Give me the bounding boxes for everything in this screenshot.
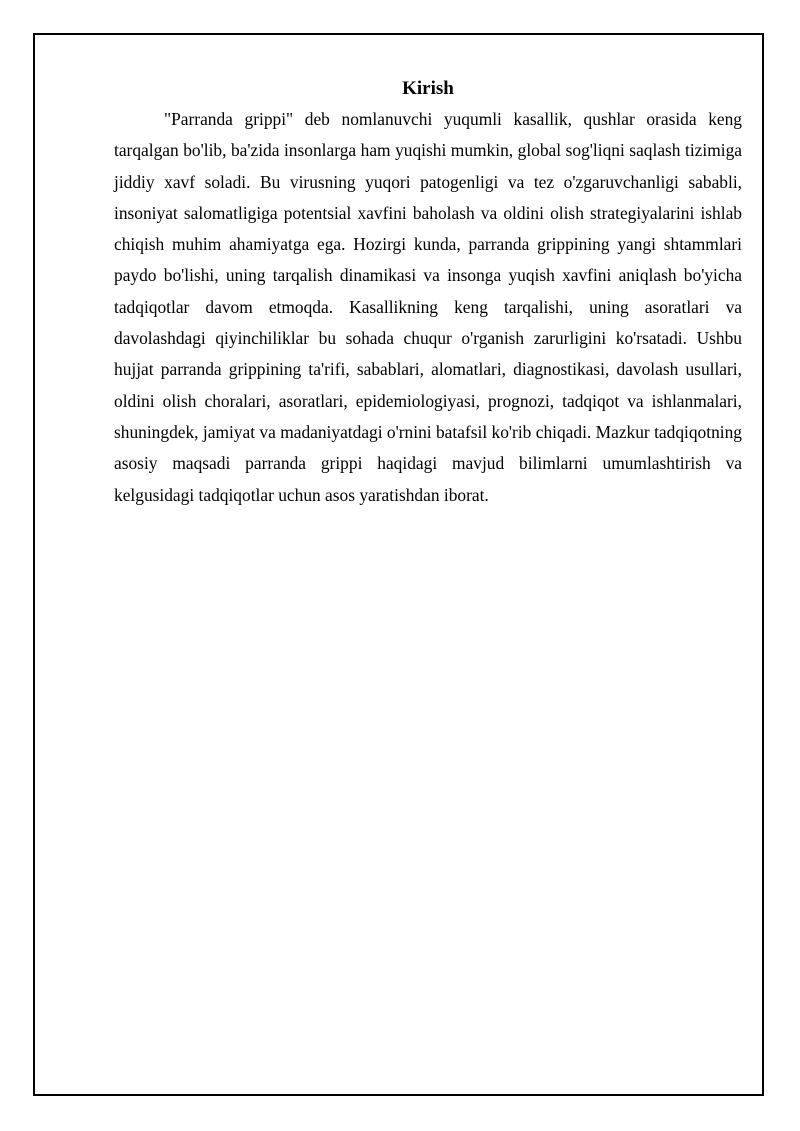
section-title: Kirish [402,78,454,99]
introduction-paragraph: "Parranda grippi" deb nomlanuvchi yuqumli kasallik, qushlar orasida keng tarqalgan bo'lib, ba'zida insonlarga ham yuqishi mumkin, global sog'liqni saqlash tizimiga jiddiy xavf soladi. Bu virusning yuqori patogenligi va tez o'zgaruvchanligi sababli, insoniyat salomatligiga potentsial xavfini baholash va oldini olish strategiyalarini ishlab chiqish muhim ahamiyatga ega. Hozirgi kunda, parranda grippining yangi shtammlari paydo bo'lishi, uning tarqalish dinamikasi va insonga yuqish xavfini aniqlash bo'yicha tadqiqotlar davom etmoqda. Kasallikning keng tarqalishi, uning asoratlari va davolashdagi qiyinchiliklar bu sohada chuqur o'rganish zarurligini ko'rsatadi. Ushbu hujjat parranda grippining ta'rifi, sabablari, alomatlari, diagnostikasi, davolash usullari, oldini olish choralari, asoratlari, epidemiologiyasi, prognozi, tadqiqot va ishlanmalari, shuningdek, jamiyat va madaniyatdagi o'rnini batafsil ko'rib chiqadi. Mazkur tadqiqotning asosiy maqsadi parranda grippi haqidagi mavjud bilimlarni umumlashtirish va kelgusidagi tadqiqotlar uchun asos yaratishdan iborat. [114,109,742,505]
document-content [114,74,742,511]
